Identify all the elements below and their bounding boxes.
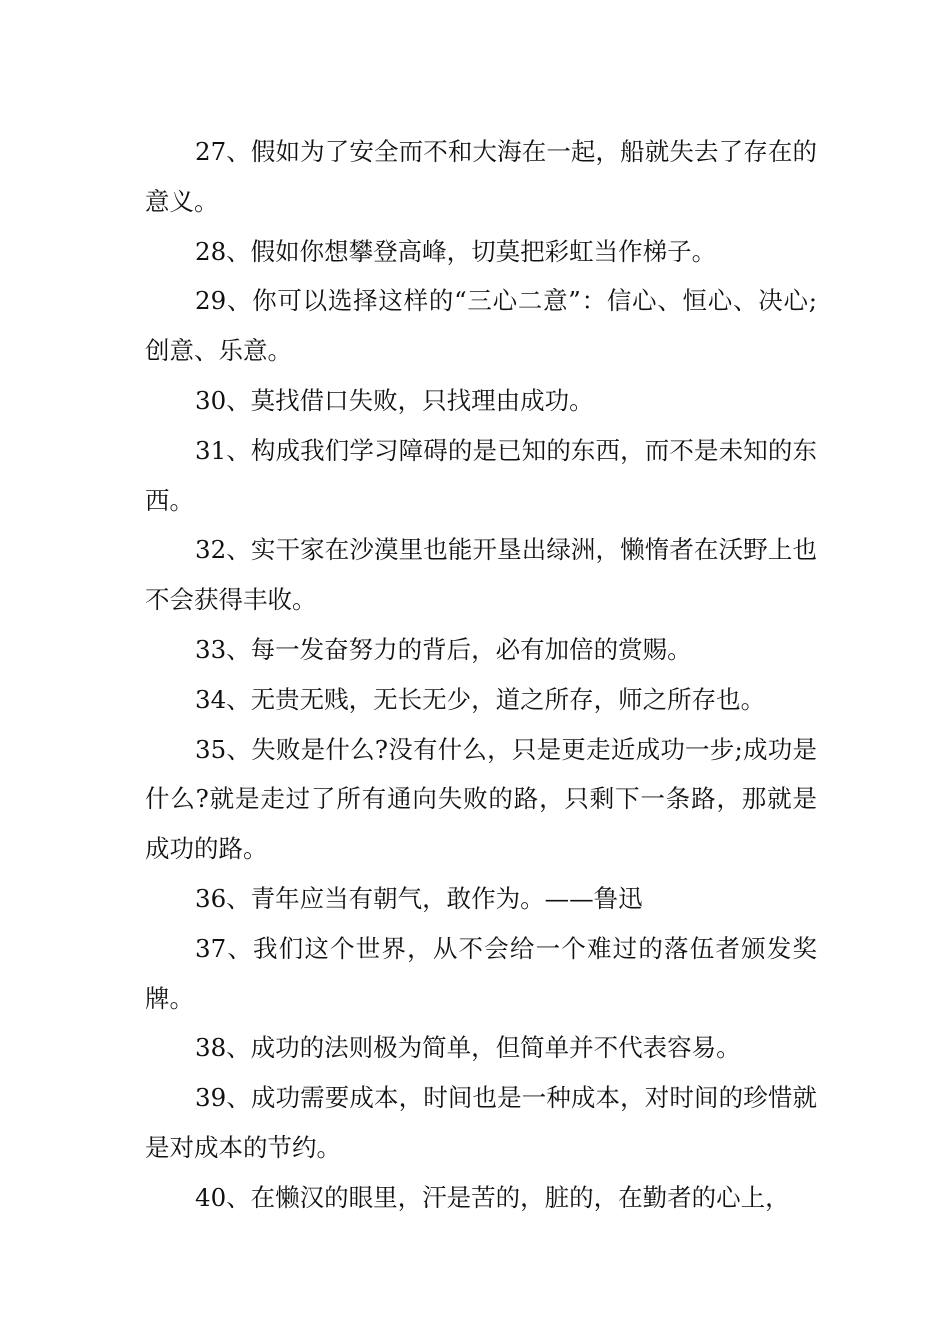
document-body [145, 127, 817, 1223]
paragraph-33: 33、每一发奋努力的背后，必有加倍的赏赐。 [195, 634, 692, 664]
paragraph-32: 32、实干家在沙漠里也能开垦出绿洲，懒惰者在沃野上也不会获得丰收。 [145, 535, 817, 615]
paragraph-30: 30、莫找借口失败，只找理由成功。 [195, 385, 594, 415]
paragraph-34: 34、无贵无贱，无长无少，道之所存，师之所存也。 [195, 684, 766, 714]
paragraph-27: 27、假如为了安全而不和大海在一起，船就失去了存在的意义。 [145, 137, 817, 216]
paragraph-29: 29、你可以选择这样的“三心二意”：信心、恒心、决心;创意、乐意。 [145, 286, 817, 366]
paragraph-38: 38、成功的法则极为简单，但简单并不代表容易。 [195, 1033, 741, 1063]
paragraph-40: 40、在懒汉的眼里，汗是苦的，脏的，在勤者的心上， [195, 1182, 790, 1212]
paragraph-35: 35、失败是什么?没有什么，只是更走近成功一步;成功是什么?就是走过了所有通向失败的路，只剩下一条路，那就是成功的路。 [145, 734, 817, 864]
paragraph-36: 36、青年应当有朝气，敢作为。——鲁迅 [195, 883, 643, 913]
paragraph-28: 28、假如你想攀登高峰，切莫把彩虹当作梯子。 [195, 236, 717, 266]
paragraph-37: 37、我们这个世界，从不会给一个难过的落伍者颁发奖牌。 [145, 933, 817, 1013]
paragraph-31: 31、构成我们学习障碍的是已知的东西，而不是未知的东西。 [145, 435, 817, 515]
paragraph-39: 39、成功需要成本，时间也是一种成本，对时间的珍惜就是对成本的节约。 [145, 1083, 817, 1162]
